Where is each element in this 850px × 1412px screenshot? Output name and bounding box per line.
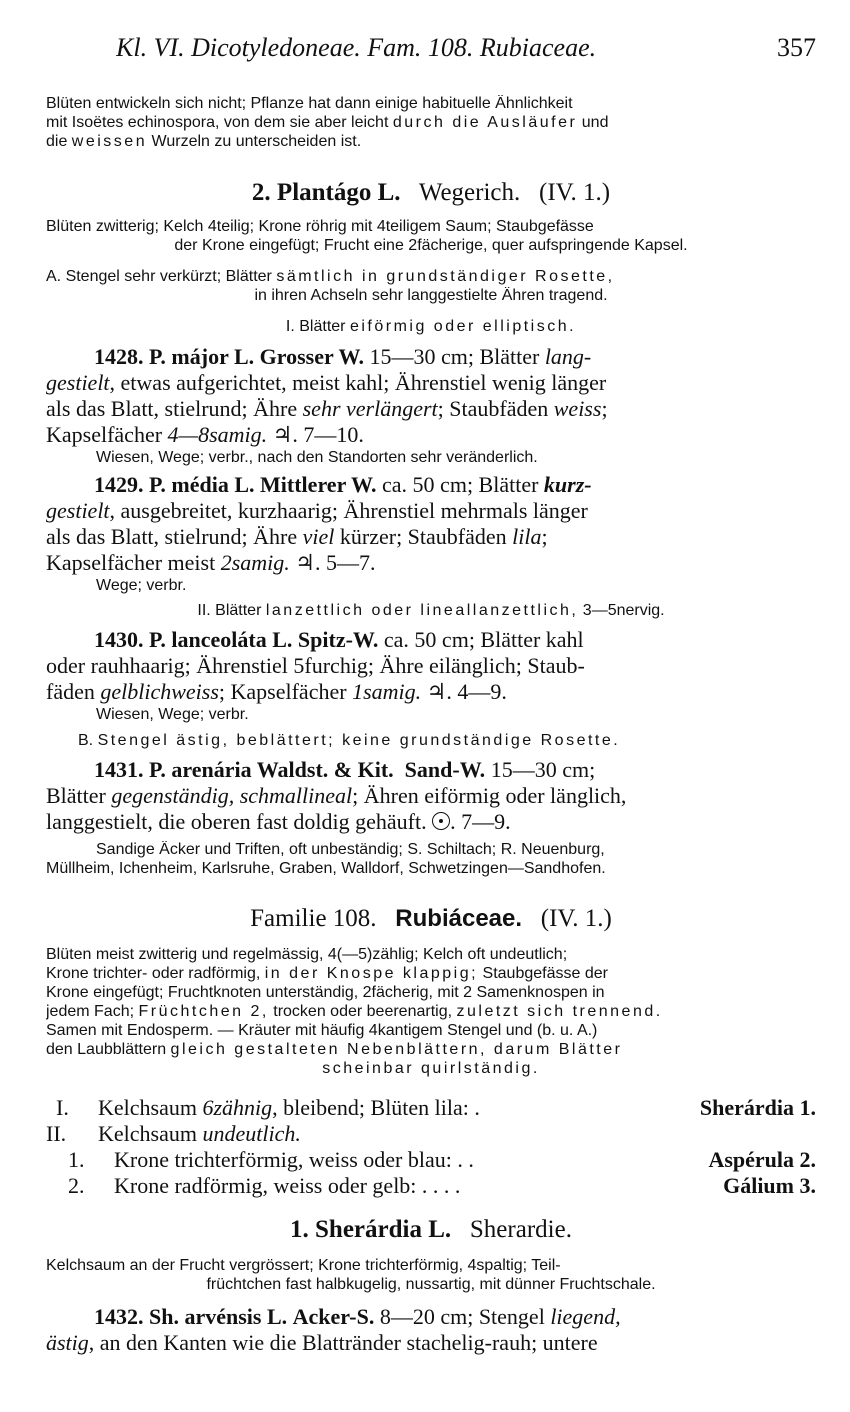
key-text: Kelchsaum undeutlich.	[98, 1121, 301, 1146]
running-head-title: Kl. VI. Dicotyledoneae. Fam. 108. Rubiaceae.	[116, 33, 597, 62]
intro-line-2: mit Isoëtes echinospora, von dem sie aber leicht durch die Ausläufer und	[46, 114, 609, 131]
group-a-line-1: A. Stengel sehr verkürzt; Blätter sämtlich in grundständiger Rosette,	[46, 268, 615, 285]
species-1429-line-4: Kapselfächer meist 2samig. ♃. 5—7.	[46, 550, 376, 575]
subgroup-2: II. Blätter lanzettlich oder lineallanzettlich, 3—5nervig.	[197, 602, 665, 619]
sherardia-desc-2: früchtchen fast halbkugelig, nussartig, mit dünner Fruchtschale.	[206, 1276, 656, 1293]
plantago-desc-2: der Krone eingefügt; Frucht eine 2fächerige, quer aufspringende Kapsel.	[174, 237, 688, 254]
species-1428-line-2: gestielt, etwas aufgerichtet, meist kahl; Ährenstiel wenig länger	[46, 370, 607, 395]
family-heading-rubiaceae: Familie 108. Rubiáceae. (IV. 1.)	[250, 905, 612, 932]
annual-symbol-icon	[432, 812, 450, 830]
key-target: Gálium 3.	[723, 1173, 816, 1198]
species-1431-habitat-1: Sandige Äcker und Triften, oft unbeständig; S. Schiltach; R. Neuenburg,	[96, 841, 605, 858]
species-1432-line-1: 1432. Sh. arvénsis L. Acker-S. 8—20 cm; Stengel liegend,	[94, 1304, 621, 1329]
species-1429-habitat: Wege; verbr.	[96, 577, 187, 594]
species-1428-line-3: als das Blatt, stielrund; Ähre sehr verlängert; Staubfäden weiss;	[46, 396, 608, 421]
key-num: II.	[46, 1121, 67, 1146]
rubiaceae-desc-3: Krone eingefügt; Fruchtknoten unterständig, 2fächerig, mit 2 Samenknospen in	[46, 984, 605, 1001]
key-text: Krone radförmig, weiss oder gelb: . . . .	[114, 1173, 461, 1198]
species-1429-line-3: als das Blatt, stielrund; Ähre viel kürzer; Staubfäden lila;	[46, 524, 548, 549]
species-1431-line-2: Blätter gegenständig, schmallineal; Ähren eiförmig oder länglich,	[46, 783, 627, 808]
emphasis-spaced: durch die Ausläufer	[392, 114, 578, 131]
species-1429-line-1: 1429. P. média L. Mittlerer W. ca. 50 cm; Blätter kurz-	[94, 472, 592, 497]
plantago-desc-1: Blüten zwitterig; Kelch 4teilig; Krone röhrig mit 4teiligem Saum; Staubgefässe	[46, 218, 594, 235]
rubiaceae-desc-5: Samen mit Endosperm. — Kräuter mit häufig 4kantigem Stengel und (b. u. A.)	[46, 1022, 598, 1039]
species-name: P. májor L.	[149, 344, 255, 369]
key-num: 2.	[68, 1173, 85, 1198]
genus-heading-plantago: 2. Plantágo L. Wegerich. (IV. 1.)	[251, 179, 611, 206]
key-text: Kelchsaum 6zähnig, bleibend; Blüten lila: .	[98, 1095, 480, 1120]
page-number: 357	[777, 33, 816, 62]
species-1430-habitat: Wiesen, Wege; verbr.	[96, 706, 249, 723]
rubiaceae-desc-4: jedem Fach; Früchtchen 2, trocken oder beerenartig, zuletzt sich trennend.	[46, 1003, 663, 1020]
species-1431-line-3: langgestielt, die oberen fast doldig gehäuft. . 7—9.	[46, 809, 511, 834]
species-1429-line-2: gestielt, ausgebreitet, kurzhaarig; Ährenstiel mehrmals länger	[46, 498, 588, 523]
running-head	[116, 33, 816, 63]
key-num: 1.	[68, 1147, 85, 1172]
key-num: I.	[56, 1095, 69, 1120]
species-1428-habitat: Wiesen, Wege; verbr., nach den Standorten sehr veränderlich.	[96, 449, 538, 466]
species-1431-line-1: 1431. P. arenária Waldst. & Kit. Sand-W. 15—30 cm;	[94, 757, 596, 782]
species-number: 1428.	[94, 344, 144, 369]
species-1428-line-1: 1428. P. májor L. Grosser W. 15—30 cm; Blätter lang-	[94, 344, 592, 369]
genus-heading-sherardia: 1. Sherárdia L. Sherardie.	[290, 1216, 572, 1243]
sherardia-desc-1: Kelchsaum an der Frucht vergrössert; Krone trichterförmig, 4spaltig; Teil-	[46, 1257, 561, 1274]
species-1432-line-2: ästig, an den Kanten wie die Blattränder stachelig-rauh; untere	[46, 1330, 598, 1355]
intro-line-1: Blüten entwickeln sich nicht; Pflanze hat dann einige habituelle Ähnlichkeit	[46, 95, 573, 112]
subgroup-1: I. Blätter eiförmig oder elliptisch.	[285, 318, 577, 335]
group-a-line-2: in ihren Achseln sehr langgestielte Ähren tragend.	[254, 287, 608, 304]
species-1430-line-2: oder rauhhaarig; Ährenstiel 5furchig; Ähre eilänglich; Staub-	[46, 653, 585, 678]
species-1428-line-4: Kapselfächer 4—8samig. ♃. 7—10.	[46, 422, 364, 447]
species-1430-line-1: 1430. P. lanceoláta L. Spitz-W. ca. 50 cm; Blätter kahl	[94, 627, 584, 652]
key-text: Krone trichterförmig, weiss oder blau: . .	[114, 1147, 474, 1172]
common-name: Grosser W.	[259, 344, 364, 369]
key-target: Aspérula 2.	[708, 1147, 816, 1172]
emphasis-spaced: weissen	[71, 133, 148, 150]
group-b: B. Stengel ästig, beblättert; keine grundständige Rosette.	[78, 732, 621, 749]
rubiaceae-desc-7: scheinbar quirlständig.	[322, 1060, 540, 1077]
rubiaceae-desc-1: Blüten meist zwitterig und regelmässig, 4(—5)zählig; Kelch oft undeutlich;	[46, 946, 568, 963]
key-target: Sherárdia 1.	[699, 1095, 816, 1120]
rubiaceae-desc-2: Krone trichter- oder radförmig, in der Knospe klappig; Staubgefässe der	[46, 965, 608, 982]
intro-line-3: die weissen Wurzeln zu unterscheiden ist.	[46, 133, 362, 150]
rubiaceae-desc-6: den Laubblättern gleich gestalteten Nebenblättern, darum Blätter	[46, 1041, 623, 1058]
species-1431-habitat-2: Müllheim, Ichenheim, Karlsruhe, Graben, Walldorf, Schwetzingen—Sandhofen.	[46, 860, 606, 877]
species-1430-line-3: fäden gelblichweiss; Kapselfächer 1samig. ♃. 4—9.	[46, 679, 507, 704]
